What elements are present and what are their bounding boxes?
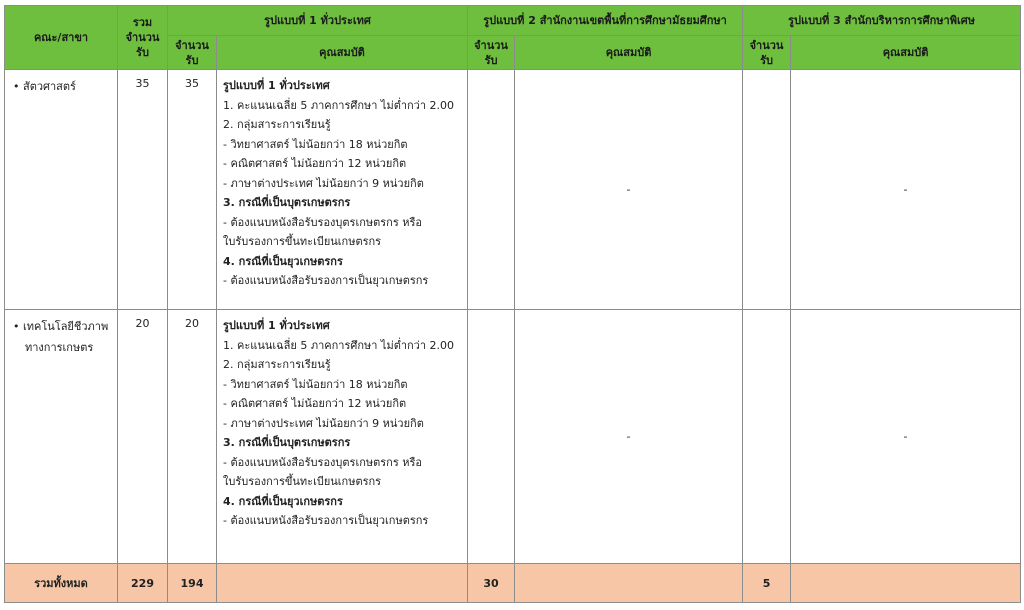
header-format1: รูปแบบที่ 1 ทั่วประเทศ <box>168 6 468 36</box>
total-row <box>5 564 1021 603</box>
f3-qual-cell: - <box>791 310 1021 564</box>
total-cell: 20 <box>118 310 168 564</box>
header-format2: รูปแบบที่ 2 สำนักงานเขตพื้นที่การศึกษามัธยมศึกษา <box>468 6 743 36</box>
table-row <box>5 70 1021 310</box>
footer-f3-qual <box>791 564 1021 603</box>
header-faculty: คณะ/สาขา <box>5 6 118 70</box>
footer-f3-count: 5 <box>743 564 791 603</box>
footer-f2-count: 30 <box>468 564 515 603</box>
f2-count-cell <box>468 310 515 564</box>
footer-f2-qual <box>515 564 743 603</box>
header-f1-qual: คุณสมบัติ <box>217 36 468 70</box>
faculty-cell: • สัตวศาสตร์ <box>5 70 118 310</box>
header-f3-qual: คุณสมบัติ <box>791 36 1021 70</box>
admission-table <box>4 5 1021 603</box>
f1-qual-cell: รูปแบบที่ 1 ทั่วประเทศ 1. คะแนนเฉลี่ย 5 ภาคการศึกษา ไม่ต่ำกว่า 2.00 2. กลุ่มสาระการเรียนรู้ - วิทยาศาสตร์ ไม่น้อยกว่า 18 หน่วยกิต - คณิตศาสตร์ ไม่น้อยกว่า 12 หน่วยกิต - ภาษาต่างประเทศ ไม่น้อยกว่า 9 หน่วยกิต 3. กรณีที่เป็นบุตรเกษตรกร - ต้องแนบหนังสือรับรองบุตรเกษตรกร หรือ ใบรับรองการขึ้นทะเบียนเกษตรกร 4. กรณีที่เป็นยุวเกษตรกร - ต้องแนบหนังสือรับรองการเป็นยุวเกษตรกร <box>217 70 468 310</box>
f1-count-cell: 35 <box>168 70 217 310</box>
f1-qual-cell: รูปแบบที่ 1 ทั่วประเทศ 1. คะแนนเฉลี่ย 5 ภาคการศึกษา ไม่ต่ำกว่า 2.00 2. กลุ่มสาระการเรียนรู้ - วิทยาศาสตร์ ไม่น้อยกว่า 18 หน่วยกิต - คณิตศาสตร์ ไม่น้อยกว่า 12 หน่วยกิต - ภาษาต่างประเทศ ไม่น้อยกว่า 9 หน่วยกิต 3. กรณีที่เป็นบุตรเกษตรกร - ต้องแนบหนังสือรับรองบุตรเกษตรกร หรือ ใบรับรองการขึ้นทะเบียนเกษตรกร 4. กรณีที่เป็นยุวเกษตรกร - ต้องแนบหนังสือรับรองการเป็นยุวเกษตรกร <box>217 310 468 564</box>
header-total: รวม จำนวน รับ <box>118 6 168 70</box>
table-row <box>5 310 1021 564</box>
header-format3: รูปแบบที่ 3 สำนักบริหารการศึกษาพิเศษ <box>743 6 1021 36</box>
f3-count-cell <box>743 310 791 564</box>
f2-count-cell <box>468 70 515 310</box>
header-f3-count: จำนวน รับ <box>743 36 791 70</box>
total-cell: 35 <box>118 70 168 310</box>
footer-f1-count: 194 <box>168 564 217 603</box>
f2-qual-cell: - <box>515 310 743 564</box>
footer-f1-qual <box>217 564 468 603</box>
f2-qual-cell: - <box>515 70 743 310</box>
faculty-cell: • เทคโนโลยีชีวภาพ ทางการเกษตร <box>5 310 118 564</box>
footer-label: รวมทั้งหมด <box>5 564 118 603</box>
footer-total: 229 <box>118 564 168 603</box>
header-f1-count: จำนวน รับ <box>168 36 217 70</box>
f3-count-cell <box>743 70 791 310</box>
f1-count-cell: 20 <box>168 310 217 564</box>
header-f2-qual: คุณสมบัติ <box>515 36 743 70</box>
header-f2-count: จำนวน รับ <box>468 36 515 70</box>
f3-qual-cell: - <box>791 70 1021 310</box>
